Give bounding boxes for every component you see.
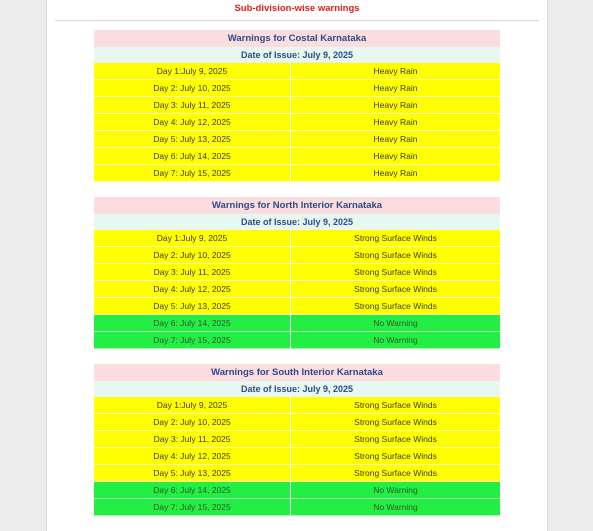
day-cell: Day 5: July 13, 2025 — [153, 301, 231, 311]
warning-cell: Heavy Rain — [290, 63, 500, 79]
day-cell: Day 6: July 14, 2025 — [153, 151, 231, 161]
table-row — [94, 264, 500, 281]
date-of-issue: Date of Issue: July 9, 2025 — [94, 381, 500, 397]
page-title: Sub-division-wise warnings — [234, 3, 360, 14]
table-row — [94, 230, 500, 247]
section-title: Warnings for North Interior Karnataka — [94, 197, 500, 214]
table-row — [94, 148, 500, 165]
warnings-table — [94, 230, 500, 349]
warning-cell: Strong Surface Winds — [290, 431, 500, 447]
table-row — [94, 63, 500, 80]
section-title: Warnings for Costal Karnataka — [94, 30, 500, 47]
warning-cell: Strong Surface Winds — [290, 264, 500, 280]
day-cell: Day 6: July 14, 2025 — [153, 485, 231, 495]
warning-cell: Heavy Rain — [290, 97, 500, 113]
warning-cell: Strong Surface Winds — [290, 230, 500, 246]
day-cell: Day 7: July 15, 2025 — [153, 502, 231, 512]
warning-cell: Heavy Rain — [290, 131, 500, 147]
warning-cell: Strong Surface Winds — [290, 298, 500, 314]
warnings-table — [94, 63, 500, 182]
table-row — [94, 482, 500, 499]
warning-cell: No Warning — [290, 482, 500, 498]
day-cell: Day 7: July 15, 2025 — [153, 335, 231, 345]
table-row — [94, 465, 500, 482]
title-divider — [55, 20, 539, 21]
section-south-interior-karnataka — [94, 364, 500, 516]
table-row — [94, 114, 500, 131]
warning-cell: Strong Surface Winds — [290, 448, 500, 464]
document-page — [46, 0, 548, 531]
table-row — [94, 414, 500, 431]
day-cell: Day 1:July 9, 2025 — [156, 66, 228, 76]
table-row — [94, 315, 500, 332]
day-cell: Day 3: July 11, 2025 — [153, 434, 231, 444]
day-cell: Day 4: July 12, 2025 — [153, 117, 231, 127]
warning-cell: Strong Surface Winds — [290, 414, 500, 430]
day-cell: Day 4: July 12, 2025 — [153, 451, 231, 461]
table-row — [94, 332, 500, 349]
warning-cell: Heavy Rain — [290, 165, 500, 181]
warning-cell: Strong Surface Winds — [290, 465, 500, 481]
day-cell: Day 1:July 9, 2025 — [156, 400, 228, 410]
day-cell: Day 2: July 10, 2025 — [153, 417, 231, 427]
day-cell: Day 2: July 10, 2025 — [153, 83, 231, 93]
day-cell: Day 6: July 14, 2025 — [153, 318, 231, 328]
day-cell: Day 3: July 11, 2025 — [153, 267, 231, 277]
day-cell: Day 3: July 11, 2025 — [153, 100, 231, 110]
section-title: Warnings for South Interior Karnataka — [94, 364, 500, 381]
date-of-issue: Date of Issue: July 9, 2025 — [94, 47, 500, 63]
warning-cell: No Warning — [290, 499, 500, 515]
table-row — [94, 97, 500, 114]
day-cell: Day 5: July 13, 2025 — [153, 468, 231, 478]
warning-cell: Heavy Rain — [290, 148, 500, 164]
warning-cell: No Warning — [290, 332, 500, 348]
day-cell: Day 1:July 9, 2025 — [156, 233, 228, 243]
table-row — [94, 247, 500, 264]
section-north-interior-karnataka — [94, 197, 500, 349]
table-row — [94, 165, 500, 182]
table-row — [94, 131, 500, 148]
table-row — [94, 298, 500, 315]
warning-cell: Strong Surface Winds — [290, 397, 500, 413]
date-of-issue: Date of Issue: July 9, 2025 — [94, 214, 500, 230]
day-cell: Day 2: July 10, 2025 — [153, 250, 231, 260]
warning-cell: Heavy Rain — [290, 80, 500, 96]
warning-cell: Heavy Rain — [290, 114, 500, 130]
table-row — [94, 431, 500, 448]
table-row — [94, 281, 500, 298]
warning-cell: No Warning — [290, 315, 500, 331]
warnings-table — [94, 397, 500, 516]
table-row — [94, 499, 500, 516]
warning-cell: Strong Surface Winds — [290, 281, 500, 297]
table-row — [94, 448, 500, 465]
table-row — [94, 397, 500, 414]
table-row — [94, 80, 500, 97]
day-cell: Day 4: July 12, 2025 — [153, 284, 231, 294]
day-cell: Day 5: July 13, 2025 — [153, 134, 231, 144]
day-cell: Day 7: July 15, 2025 — [153, 168, 231, 178]
section-coastal-karnataka — [94, 30, 500, 182]
warning-cell: Strong Surface Winds — [290, 247, 500, 263]
